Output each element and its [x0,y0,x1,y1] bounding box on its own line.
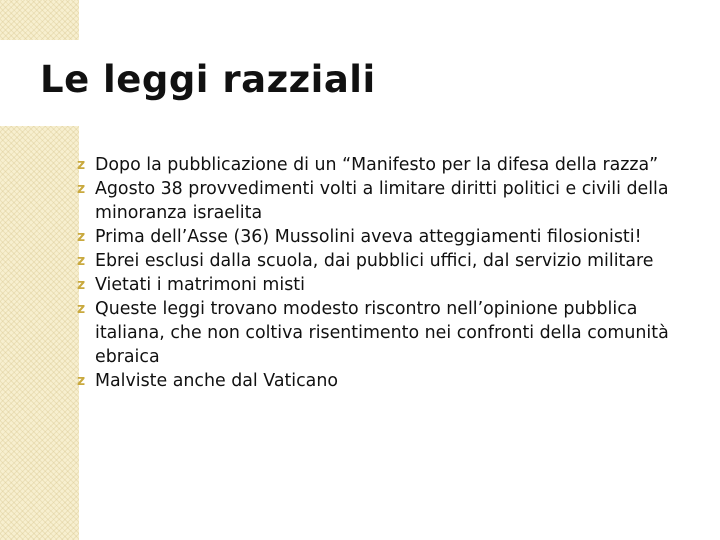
slide-title: Le leggi razziali [40,58,376,101]
list-item [78,153,688,177]
list-item [78,369,688,393]
list-item-text: Ebrei esclusi dalla scuola, dai pubblici uffici, dal servizio militare [95,251,654,271]
list-item [78,177,688,225]
list-item [78,225,688,249]
list-item-text: Dopo la pubblicazione di un “Manifesto per la difesa della razza” [95,155,659,175]
list-item [78,273,688,297]
list-item [78,249,688,273]
bullet-icon: z [77,253,86,269]
bullet-icon: z [77,157,86,173]
bullet-icon: z [77,181,86,197]
bullet-list [78,153,688,393]
list-item-text: Prima dell’Asse (36) Mussolini aveva atteggiamenti filosionisti! [95,227,642,247]
list-item-text: Queste leggi trovano modesto riscontro nell’opinione pubblica italiana, che non coltiva risentimento nei confronti della comunità ebraica [95,299,669,367]
list-item-text: Malviste anche dal Vaticano [95,371,339,391]
bullet-icon: z [77,277,86,293]
list-item-text: Vietati i matrimoni misti [95,275,305,295]
bullet-icon: z [77,301,86,317]
bullet-icon: z [77,229,86,245]
list-item [78,297,688,369]
list-item-text: Agosto 38 provvedimenti volti a limitare diritti politici e civili della minoranza israelita [95,179,669,223]
bullet-icon: z [77,373,86,389]
